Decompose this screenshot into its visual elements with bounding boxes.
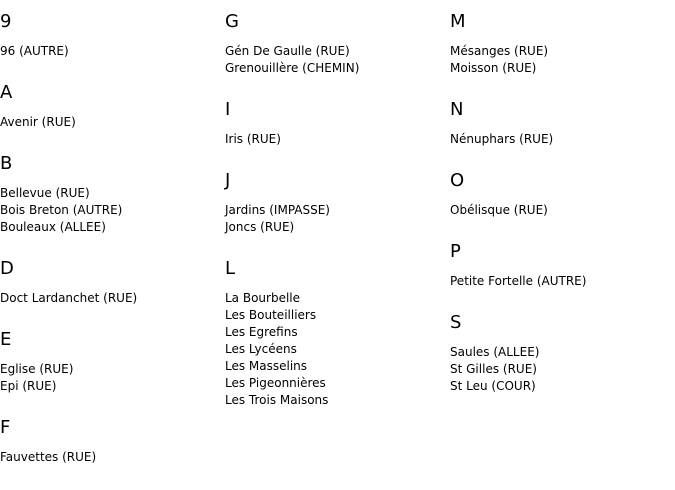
street-link[interactable]: Bouleaux (ALLEE) [0, 220, 106, 234]
street-list [450, 131, 675, 148]
street-link[interactable]: Epi (RUE) [0, 379, 57, 393]
street-link[interactable]: Nénuphars (RUE) [450, 132, 554, 146]
index-column-1 [0, 0, 225, 466]
letter-group-f [0, 406, 225, 466]
street-list [450, 202, 675, 219]
street-list [225, 202, 450, 236]
street-list [0, 361, 225, 395]
street-list [0, 185, 225, 236]
letter-group-a [0, 71, 225, 142]
street-link[interactable]: Grenouillère (CHEMIN) [225, 61, 360, 75]
letter-group-j [225, 159, 450, 247]
street-link[interactable]: Les Pigeonnières [225, 376, 326, 390]
letter-group-p [450, 230, 675, 301]
group-letter: I [225, 99, 231, 120]
letter-group-b [0, 142, 225, 247]
street-link[interactable]: Gén De Gaulle (RUE) [225, 44, 350, 58]
group-letter: G [225, 11, 239, 32]
street-link[interactable]: Les Egrefins [225, 325, 298, 339]
street-list [0, 449, 225, 466]
group-letter: E [0, 329, 12, 350]
group-letter: B [0, 153, 13, 174]
group-letter: M [450, 11, 466, 32]
letter-group-s [450, 301, 675, 395]
street-link[interactable]: Avenir (RUE) [0, 115, 76, 129]
index-column-3 [450, 0, 675, 395]
letter-group-i [225, 88, 450, 159]
letter-group-n [450, 88, 675, 159]
street-list [0, 290, 225, 307]
street-list [0, 43, 225, 60]
group-letter: A [0, 82, 13, 103]
street-list [225, 290, 450, 409]
street-link[interactable]: Fauvettes (RUE) [0, 450, 97, 464]
letter-group-9 [0, 0, 225, 71]
street-link[interactable]: Doct Lardanchet (RUE) [0, 291, 138, 305]
group-letter: N [450, 99, 464, 120]
street-list [450, 43, 675, 77]
street-link[interactable]: La Bourbelle [225, 291, 301, 305]
group-letter: 9 [0, 11, 12, 32]
group-letter: O [450, 170, 465, 191]
letter-group-g [225, 0, 450, 88]
street-list [450, 344, 675, 395]
street-link[interactable]: Iris (RUE) [225, 132, 281, 146]
letter-group-o [450, 159, 675, 230]
street-link[interactable]: St Gilles (RUE) [450, 362, 537, 376]
street-list [225, 131, 450, 148]
group-letter: L [225, 258, 236, 279]
letter-group-l [225, 247, 450, 409]
street-list [0, 114, 225, 131]
group-letter: J [225, 170, 231, 191]
street-link[interactable]: Saules (ALLEE) [450, 345, 540, 359]
street-link[interactable]: Petite Fortelle (AUTRE) [450, 274, 587, 288]
street-link[interactable]: St Leu (COUR) [450, 379, 536, 393]
group-letter: P [450, 241, 461, 262]
street-link[interactable]: Bois Breton (AUTRE) [0, 203, 123, 217]
street-link[interactable]: Les Bouteilliers [225, 308, 317, 322]
street-link[interactable]: Jardins (IMPASSE) [225, 203, 330, 217]
letter-group-e [0, 318, 225, 406]
street-list [225, 43, 450, 77]
letter-group-m [450, 0, 675, 88]
street-link[interactable]: Les Trois Maisons [225, 393, 329, 407]
group-letter: D [0, 258, 14, 279]
street-link[interactable]: Mésanges (RUE) [450, 44, 549, 58]
street-link[interactable]: Obélisque (RUE) [450, 203, 548, 217]
street-link[interactable]: Eglise (RUE) [0, 362, 74, 376]
street-list [450, 273, 675, 290]
street-link[interactable]: Les Lycéens [225, 342, 297, 356]
index-column-2 [225, 0, 450, 409]
street-link[interactable]: Bellevue (RUE) [0, 186, 90, 200]
street-link[interactable]: 96 (AUTRE) [0, 44, 69, 58]
street-link[interactable]: Les Masselins [225, 359, 308, 373]
group-letter: F [0, 417, 11, 438]
group-letter: S [450, 312, 462, 333]
letter-group-d [0, 247, 225, 318]
street-link[interactable]: Joncs (RUE) [225, 220, 295, 234]
street-link[interactable]: Moisson (RUE) [450, 61, 537, 75]
